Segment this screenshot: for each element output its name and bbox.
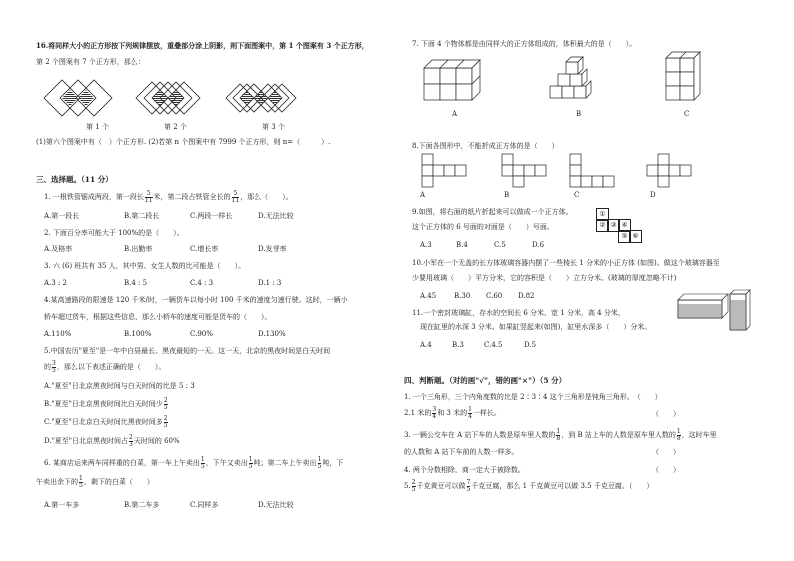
q6-frac3: $\frac{1}{5}$: [317, 455, 322, 470]
q8-label-d: D: [650, 191, 656, 199]
judge-2: 2.1 米的 $\frac{3}{4}$ 和 3 米的 $\frac{1}{4}$ 一样长。: [404, 405, 501, 420]
q1-option-b: B.第二段长: [124, 212, 160, 220]
q6-option-d: D.无法比较: [258, 501, 294, 509]
q3-option-b: B.4 : 5: [124, 279, 148, 287]
q2-option-d: D.发芽率: [258, 245, 287, 253]
judge-5-frac1: $\frac{2}{5}$: [411, 478, 416, 493]
q11-option-b: B.3: [452, 341, 464, 349]
q5-option-a: A."夏至"日北京黑夜时间与白天时间的比是 5 : 3: [44, 382, 195, 390]
q5-option-c: C."夏至"日北京白天时间比黑夜时间多 $\frac{2}{5}$: [44, 414, 168, 429]
q6-option-b: B.第二车多: [124, 501, 160, 509]
q2-option-b: B.出勤率: [124, 245, 153, 253]
q10-stem-line1: 10.小军在一个无盖的长方体玻璃容器内摆了一些棱长 1 分米的小正方体 (如图)。做这个玻璃容器至: [412, 259, 720, 267]
q9-stem-line1: 9.如图，将右面的纸片折起来可以做成一个正方体。: [412, 208, 573, 216]
q5-optd-frac: $\frac{2}{3}$: [129, 433, 133, 448]
q8-label-b: B: [504, 191, 510, 199]
q16-stem-line2: 第 2 个图案有 7 个正方形，那么：: [36, 58, 145, 66]
judge-5-frac2: $\frac{7}{5}$: [466, 478, 471, 493]
judge-3-line2: 的人数和 A 站下车前的人数一样多。: [404, 448, 519, 456]
q8-net-figures: [418, 150, 708, 192]
q11-option-d: D.5: [524, 341, 537, 349]
q1-frac2: $\frac{5}{11}$: [231, 189, 240, 204]
q11-option-c: C.4.5: [484, 341, 503, 349]
q9-stem-line2: 这个正方体的 6 号面的对面是（ ）号面。: [412, 223, 554, 231]
q11-stem-line1: 11.一个密封玻璃缸，存水的空间长 6 分米、宽 1 分米，高 4 分米，: [412, 309, 625, 317]
judge-3-frac1: $\frac{1}{8}$: [556, 427, 561, 442]
q4-option-b: B.100%: [124, 330, 152, 338]
q9-face-4: ④: [618, 219, 631, 232]
section3-title: 三、选择题。（11 分）: [36, 175, 113, 184]
q7-stem: 7. 下面 4 个物体都是由同样大的正方体组成的，体积最大的是（ ）。: [412, 40, 637, 48]
q5-optc-frac: $\frac{2}{5}$: [163, 414, 168, 429]
judge-3-frac2: $\frac{1}{8}$: [676, 427, 681, 442]
q11-option-a: A.4: [420, 341, 432, 349]
q10-option-c: C.60: [486, 292, 503, 300]
q5-option-b: B."夏至"日北京黑夜时间比白天时间少 $\frac{2}{5}$: [44, 396, 168, 411]
q16-fig-label-1: 第 1 个: [86, 123, 109, 131]
q11-tank-figures: [676, 288, 756, 332]
q3-option-a: A.3 : 2: [44, 279, 67, 287]
q4-option-d: D.130%: [258, 330, 286, 338]
q2-option-a: A.及格率: [44, 245, 73, 253]
q6-stem-line1: 6. 某商店运来两车同样重的白菜，第一车上午卖出 $\frac{1}{5}$ ，下午又卖出 $\frac{1}{5}$ 吨；第二车上午卖出 $\frac{1}{5}$ 吨，下: [44, 455, 344, 470]
q1-option-c: C.两段一样长: [190, 212, 233, 220]
q8-label-c: C: [574, 191, 580, 199]
q6-option-c: C.同样多: [190, 501, 219, 509]
q5-stem-line1: 5.中国农历"夏至"是一年中白昼最长、黑夜最短的一天。这一天，北京的黑夜时间是白天时间: [44, 347, 331, 355]
q10-option-a: A.45: [420, 292, 437, 300]
q11-stem-line2: 现在缸里的水深 3 分米。如果缸竖起来(如图)，缸里水深多（ ）分米。: [420, 323, 652, 331]
q7-cube-figures: [420, 44, 720, 104]
q6-stem-line2: 午卖出余下的 $\frac{1}{5}$ ，剩下的白菜（ ）: [36, 474, 154, 489]
q4-stem-line1: 4.某高速路段的限速是 120 千米/时，一辆货车以每小时 100 千米的速度匀速行驶。这时，一辆小: [44, 296, 348, 304]
q8-label-a: A: [420, 191, 426, 199]
q9-option-d: D.6: [532, 241, 545, 249]
judge-5: 5. $\frac{2}{5}$ 千克黄豆可以做 $\frac{7}{5}$ 千克豆腐，那么 1 千克黄豆可以做 3.5 千克豆腐。（ ）: [404, 478, 654, 493]
judge-3-paren: （ ）: [652, 448, 680, 456]
q3-option-d: D.1 : 3: [258, 279, 282, 287]
q2-option-c: C.增长率: [190, 245, 219, 253]
q9-numbered-net: [596, 208, 656, 248]
q4-option-c: C.90%: [190, 330, 213, 338]
q1-option-d: D.无法比较: [258, 212, 294, 220]
judge-2-frac1: $\frac{3}{4}$: [432, 405, 437, 420]
q9-option-b: B.4: [456, 241, 468, 249]
q7-label-c: C: [684, 110, 690, 118]
q9-face-6: ⑥: [629, 230, 642, 243]
q9-option-c: C.5: [494, 241, 506, 249]
judge-4-paren: （ ）: [652, 466, 680, 474]
q7-label-b: B: [576, 110, 582, 118]
q10-stem-line2: 少要用玻璃（ ）平方分米，它的容积是（ ）立方分米。(玻璃的厚度忽略不计): [412, 274, 677, 282]
q16-pattern-figures: [40, 74, 330, 122]
q8-stem: 8.下面各图形中，不能折成正方体的是（ ）: [412, 142, 559, 150]
q9-face-3: ③: [607, 219, 620, 232]
q9-face-2: ②: [596, 219, 609, 232]
judge-4: 4. 两个分数相除，商一定大于被除数。: [404, 466, 525, 474]
q5-stem-line2: 的 $\frac{3}{5}$ ，那么以下表述正确的是（ ）。: [44, 359, 166, 374]
q16-fig-label-2: 第 2 个: [164, 123, 187, 131]
q5-frac: $\frac{3}{5}$: [52, 359, 56, 374]
q6-option-a: A.第一车多: [44, 501, 80, 509]
q1-frac1: $\frac{5}{11}$: [144, 189, 153, 204]
q1-option-a: A.第一段长: [44, 212, 80, 220]
judge-2-paren: （ ）: [652, 410, 680, 418]
q10-option-b: B.30: [454, 292, 471, 300]
q16-fig-label-3: 第 3 个: [262, 123, 285, 131]
q1-stem: 1. 一根铁管锯成两段，第一段长 $\frac{5}{11}$ 米，第二段占铁管全长的 $\frac{5}{11}$ ，那么（ ）。: [44, 189, 293, 204]
q16-blanks: (1)第六个图案中有（ ）个正方形. (2)若第 n 个图案中有 7999 个正方形，则 n=（ ）.: [36, 138, 331, 146]
q5-option-d: D."夏至"日北京黑夜时间占 $\frac{2}{3}$ 天时间的 60%: [44, 433, 180, 448]
q9-face-5: ⑤: [618, 230, 631, 243]
q7-label-a: A: [452, 110, 458, 118]
q16-stem-line1: 16.将同样大小的正方形按下列规律摆放，重叠部分涂上阴影，则下面图案中，第 1 个图案有 3 个正方形，: [36, 41, 369, 50]
q6-frac2: $\frac{1}{5}$: [248, 455, 253, 470]
q3-stem: 3. 六 (6) 班共有 35 人，其中男、女生人数的比可能是（ ）。: [44, 262, 246, 270]
judge-2-frac2: $\frac{1}{4}$: [468, 405, 472, 420]
q3-option-c: C.4 : 3: [190, 279, 214, 287]
q9-face-1: ①: [596, 208, 609, 221]
q4-option-a: A.110%: [44, 330, 72, 338]
q6-frac1: $\frac{1}{5}$: [200, 455, 205, 470]
q10-option-d: D.82: [518, 292, 535, 300]
q4-stem-line2: 轿车超过货车，根据这些信息，那么小轿车的速度可能是货车的（ ）。: [44, 313, 272, 321]
section4-title: 四、判断题。（对的画"√"，错的画"×"）（5 分）: [404, 376, 567, 385]
q6-frac4: $\frac{1}{5}$: [79, 474, 83, 489]
judge-3-line1: 3. 一辆公交车在 A 站下车的人数是原车里人数的 $\frac{1}{8}$ ，到 B 站上车的人数是原车里人数的 $\frac{1}{8}$ ，这时车里: [404, 427, 717, 442]
q2-stem: 2. 下面百分率可能大于 100%的是（ ）。: [44, 229, 184, 237]
judge-1: 1. 一个三角形，三个内角度数的比是 2∶3∶4 这个三角形是钝角三角形。 （ ）: [404, 393, 662, 401]
q5-optb-frac: $\frac{2}{5}$: [163, 396, 168, 411]
q9-option-a: A.3: [420, 241, 432, 249]
